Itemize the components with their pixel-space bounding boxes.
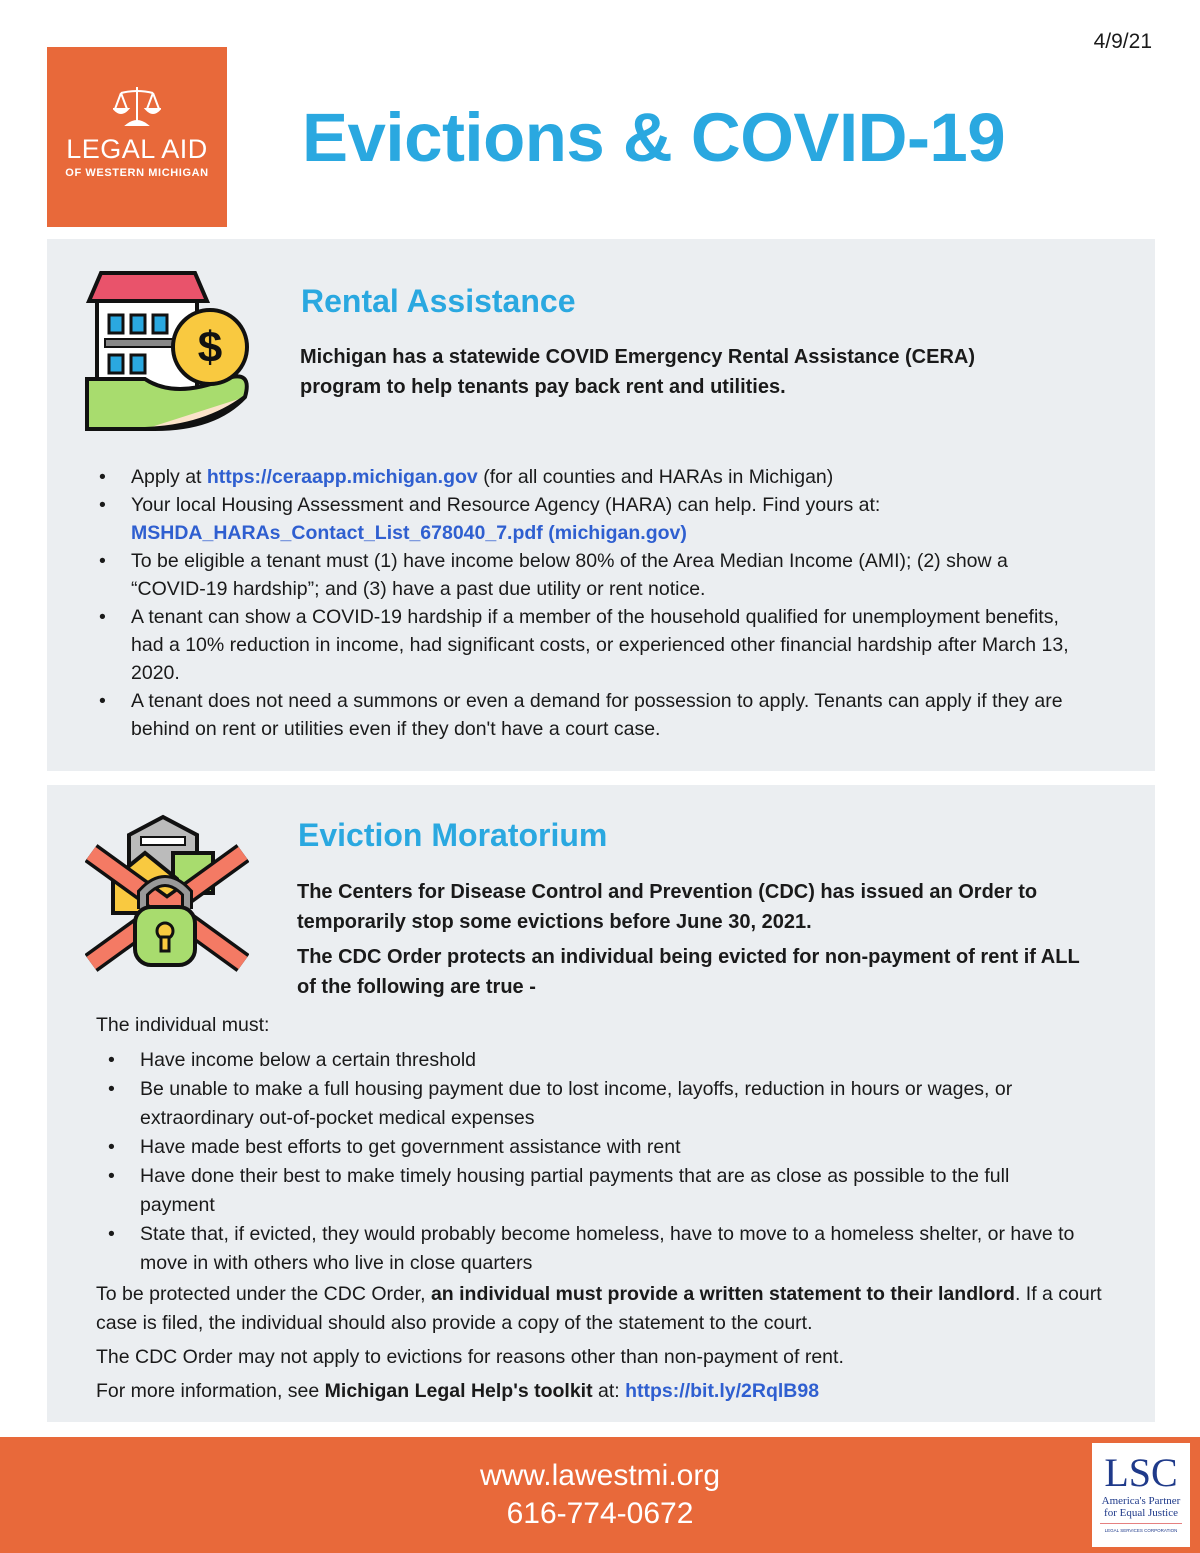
list-item: • A tenant can show a COVID-19 hardship if a member of the household qualified for unemployment benefits, had a 10% reduction in income, had significant costs, or experienced other financial hardship after March 13, 2020. <box>131 603 1081 687</box>
list-item: • State that, if evicted, they would probably become homeless, have to move to a homeless shelter, or have to move in with others who live in close quarters <box>140 1220 1080 1278</box>
logo-line2: OF WESTERN MICHIGAN <box>65 167 209 179</box>
legal-aid-logo <box>47 47 227 227</box>
list-item: • A tenant does not need a summons or even a demand for possession to apply. Tenants can apply if they are behind on rent or utilities even if they don't have a court case. <box>131 687 1081 743</box>
rental-intro: Michigan has a statewide COVID Emergency Rental Assistance (CERA) program to help tenants pay back rent and utilities. <box>300 346 976 398</box>
more-info-paragraph: For more information, see Michigan Legal Help's toolkit at: https://bit.ly/2RqlB98 <box>96 1380 820 1402</box>
website[interactable]: www.lawestmi.org <box>479 1459 721 1492</box>
list-item: • Have done their best to make timely housing partial payments that are as close as possible to the full payment <box>140 1162 1080 1220</box>
eviction-moratorium-heading: Eviction Moratorium <box>298 817 608 853</box>
hara-list-link[interactable]: MSHDA_HARAs_Contact_List_678040_7.pdf (michigan.gov) <box>131 522 687 544</box>
list-item: • Have made best efforts to get government assistance with rent <box>140 1133 1080 1162</box>
moratorium-intro2: The CDC Order protects an individual being evicted for non-payment of rent if ALL of the following are true - <box>297 946 1080 998</box>
toolkit-link[interactable]: https://bit.ly/2RqlB98 <box>625 1380 820 1402</box>
house-lock-icon <box>85 813 249 977</box>
rental-assistance-section <box>47 239 1155 771</box>
footer <box>0 1437 1200 1553</box>
list-item: • Have income below a certain threshold <box>140 1046 1080 1075</box>
cera-link[interactable]: https://ceraapp.michigan.gov <box>206 466 478 488</box>
list-item: • Be unable to make a full housing payment due to lost income, layoffs, reduction in hours or wages, or extraordinary out-of-pocket medical expenses <box>140 1075 1080 1133</box>
divider <box>1100 1523 1182 1524</box>
list-item: • Your local Housing Assessment and Resource Agency (HARA) can help. Find yours at: MSHDA_HARAs_Contact_List_678040_7.pdf (michigan.gov) <box>131 491 1081 547</box>
svg-text:$: $ <box>197 323 223 372</box>
moratorium-intro1: The Centers for Disease Control and Prevention (CDC) has issued an Order to temporarily stop some evictions before June 30, 2021. <box>297 881 1038 933</box>
list-item: • Apply at https://ceraapp.michigan.gov (for all counties and HARAs in Michigan) <box>131 463 1081 491</box>
individual-must-label: The individual must: <box>96 1014 270 1036</box>
lsc-logo: LSC America's Partner for Equal Justice LEGAL SERVICES CORPORATION <box>1092 1443 1190 1547</box>
non-payment-note: The CDC Order may not apply to evictions for reasons other than non-payment of rent. <box>96 1346 844 1368</box>
building-money-icon <box>85 269 253 435</box>
written-statement-paragraph: To be protected under the CDC Order, an individual must provide a written statement to their landlord. If a court case is filed, the individual should also provide a copy of the statement to the court. <box>96 1283 1102 1334</box>
scales-icon <box>113 85 161 127</box>
date: 4/9/21 <box>1093 30 1152 53</box>
rental-assistance-heading: Rental Assistance <box>301 283 576 319</box>
eviction-moratorium-section <box>47 785 1155 1422</box>
list-item: • To be eligible a tenant must (1) have income below 80% of the Area Median Income (AMI); (2) show a “COVID-19 hardship”; and (3) have a past due utility or rent notice. <box>131 547 1081 603</box>
phone: 616-774-0672 <box>506 1497 694 1530</box>
logo-line1: LEGAL AID <box>66 134 208 164</box>
page-title: Evictions & COVID-19 <box>302 99 1006 176</box>
